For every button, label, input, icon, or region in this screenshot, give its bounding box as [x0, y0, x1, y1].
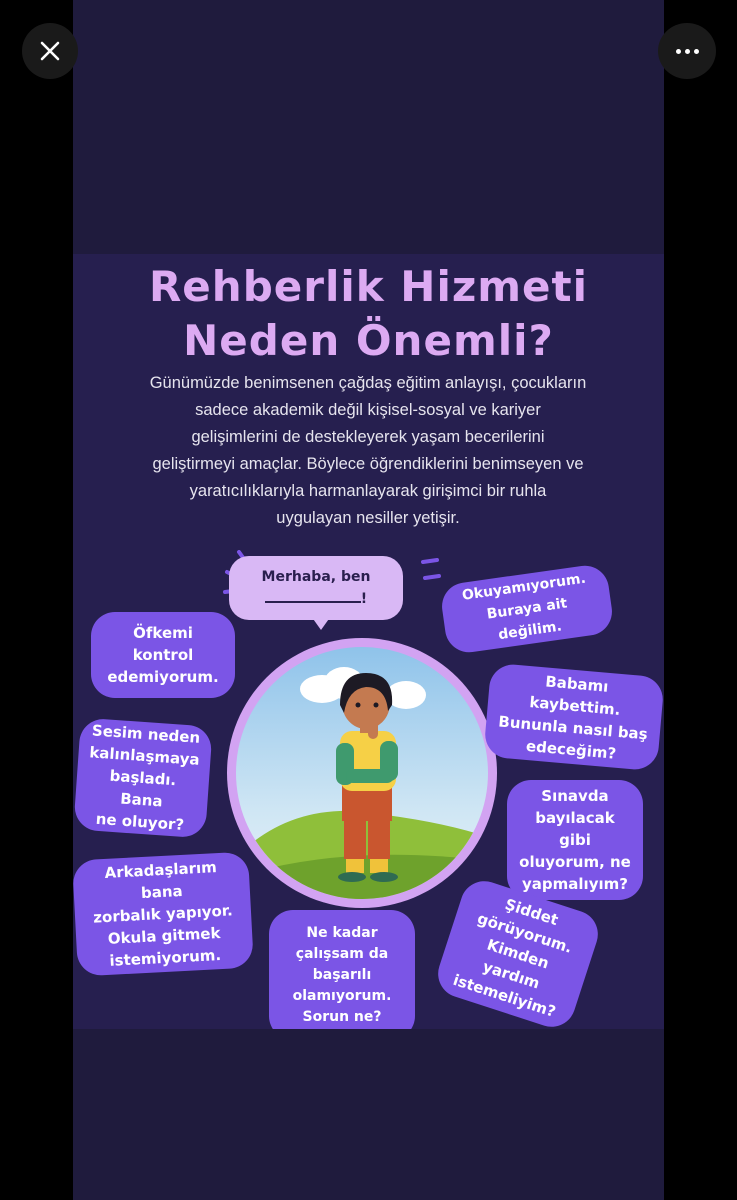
title-line-2: Neden Önemli? [183, 316, 554, 365]
bubble-sinavda: Sınavda bayılacak gibi oluyorum, ne yapmalıyım? [507, 780, 643, 900]
thinking-child-icon [236, 647, 488, 899]
speech-bubble [229, 556, 403, 620]
intro-line: Günümüzde benimsenen çağdaş eğitim anlayışı, çocukların [149, 374, 587, 392]
bubble-arkadaslarim: Arkadaşlarım bana zorbalık yapıyor. Okula gitmek istemiyorum. [73, 851, 254, 976]
intro-line: yaratıcılıklarıyla harmanlayarak girişimci bir ruhla [189, 482, 547, 500]
speech-bubble-tail [311, 616, 331, 630]
more-options-button[interactable] [658, 23, 716, 79]
close-icon [38, 39, 62, 63]
speech-line-1: Merhaba, ben [261, 569, 371, 585]
child-illustration [236, 647, 488, 899]
intro-line: uygulayan nesiller yetişir. [276, 509, 460, 527]
bubble-babami-kaybettim: Babamı kaybettim. Bununla nasıl baş edeceğim? [483, 663, 664, 772]
bubble-siddet: Şiddet görüyorum. Kimden yardım istemeliyim? [432, 875, 604, 1029]
speech-line-2: ! [229, 588, 403, 610]
spark-lines-right-icon [417, 558, 447, 592]
bubble-ofkemi-kontrol: Öfkemi kontrol edemiyorum. [91, 612, 235, 698]
bubble-ne-kadar: Ne kadar çalışsam da başarılı olamıyorum. Sorun ne? [269, 910, 415, 1029]
intro-line: gelişimlerini de destekleyerek yaşam becerilerini [191, 428, 545, 446]
more-options-icon [676, 49, 699, 54]
intro-paragraph [113, 370, 623, 532]
child-illustration-frame [227, 638, 497, 908]
intro-line: sadece akademik değil kişisel-sosyal ve kariyer [195, 401, 541, 419]
close-button[interactable] [22, 23, 78, 79]
bubble-okuyamiyorum: Okuyamıyorum. Buraya ait değilim. [439, 563, 615, 656]
title-line-1: Rehberlik Hizmeti [148, 262, 589, 311]
poster-image [73, 254, 664, 1029]
poster-title [73, 260, 664, 368]
fill-in-blank [265, 589, 361, 603]
intro-line: geliştirmeyi amaçlar. Böylece öğrendiklerini benimseyen ve [152, 455, 584, 473]
bubble-sesim-neden: Sesim neden kalınlaşmaya başladı. Bana ne oluyor? [73, 718, 212, 839]
